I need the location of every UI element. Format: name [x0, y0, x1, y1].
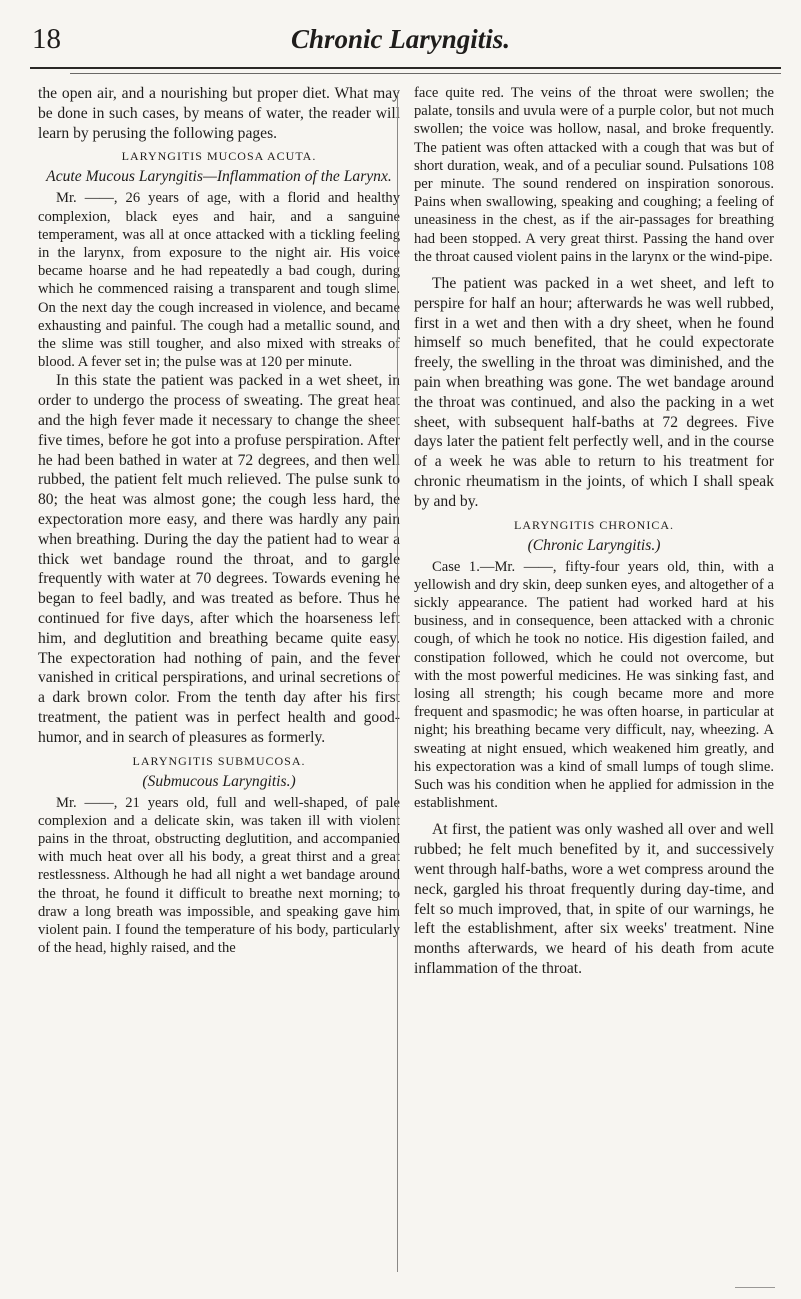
- header-rule: [30, 67, 781, 69]
- paragraph: the open air, and a nourishing but proper diet. What may be done in such cases, by means of water, the reader will learn by perusing the following pages.: [38, 85, 400, 142]
- page-number: 18: [32, 23, 61, 55]
- right-column: [414, 84, 774, 979]
- paragraph: In this state the patient was packed in a wet sheet, in order to undergo the process of sweating. The great heat and the high fever made it necessary to change the sheet five times, before he got into a profuse perspiration. After he had been bathed in water at 72 degrees, and then well rubbed, the patient felt much relieved. The pulse sunk to 80; the heat was almost gone; the cough less hard, the expectoration more easy, and there was hardly any pain when breathing. During the day the patient had to wear a thick wet bandage round the throat, and to gargle frequently with water at 70 degrees. Towards evening he began to feel badly, and was treated as before. Thus he continued for five days, after which the hoarseness left him, and deglutition and breathing became quite easy. The expectoration had nothing of pain, and the fever vanished in critical perspirations, and urinal secretions of a dark brown color. From the tenth day after his first treatment, the patient was in perfect health and good-humor, and in search of pleasures as formerly.: [38, 372, 400, 746]
- section-subheading: Acute Mucous Laryngitis—Inflammation of the Larynx.: [46, 168, 392, 186]
- section-heading: LARYNGITIS MUCOSA ACUTA.: [121, 149, 317, 164]
- footer-rule: [735, 1287, 775, 1288]
- section-subheading: (Submucous Laryngitis.): [142, 772, 296, 790]
- paragraph: Case 1.—Mr. ——, fifty-four years old, thin, with a yellowish and dry skin, deep sunken eyes, and altogether of a sickly appearance. The patient had worked hard at his business, and in consequence, been attacked with a chronic cough, of which he took no notice. His digestion failed, and constipation followed, which he could not overcome, but with the most powerful medicines. He was sinking fast, and losing all strength; his cough became more and more frequent and spasmodic; he was often hoarse, in particular at night; his breathing became very difficult, nay, wheezing. A sweating at night ensued, which weakened him greatly, and his expectoration was a kind of small lumps of tough slime. Such was his condition when he applied for admission in the establishment.: [414, 558, 774, 812]
- section-heading: LARYNGITIS CHRONICA.: [513, 517, 674, 532]
- page-header: [30, 18, 771, 68]
- paragraph: face quite red. The veins of the throat were swollen; the palate, tonsils and uvula were of a purple color, but not much swollen; the voice was hollow, nasal, and broke frequently. The patient was often attacked with a cough that was but of short duration, weak, and of a peculiar sound. Pulsations 108 per minute. The sound rendered on inspiration sonorous. Pains when swallowing, speaking and coughing; a feeling of uneasiness in the chest, as if the air-passages for breathing had been stopped. A very great thirst. Passing the hand over the throat caused violent pains in the larynx or the wind-pipe.: [414, 85, 774, 265]
- paragraph: Mr. ——, 26 years of age, with a florid and healthy complexion, black eyes and hair, and a sanguine temperament, was all at once attacked with a tickling feeling in the larynx, from exposure to the night air. His voice became hoarse and he had repeatedly a bad cough, during which he commenced raising a transparent and tough slime. On the next day the cough increased in violence, and became exhausting and painful. The cough had a metallic sound, and the slime was still tougher, and also mixed with streaks of blood. A fever set in; the pulse was at 120 per minute.: [38, 190, 400, 371]
- running-title: Chronic Laryngitis.: [290, 24, 511, 54]
- paragraph: Mr. ——, 21 years old, full and well-shaped, of pale complexion and a delicate skin, was taken ill with violent pains in the throat, obstructing deglutition, and accompanied with much heat over all his body, a great thirst and a great restlessness. Although he had all night a wet bandage around the throat, he found it difficult to breathe next morning; to draw a long breath was impossible, and speaking gave him violent pain. I found the temperature of his body, particularly of the head, highly raised, and the: [38, 794, 400, 957]
- column-divider: [397, 92, 398, 1272]
- section-heading: LARYNGITIS SUBMUCOSA.: [132, 753, 306, 768]
- paragraph: The patient was packed in a wet sheet, and left to perspire for half an hour; afterwards he was well rubbed, first in a wet and then with a dry sheet, when he found himself so much benefited, that he could expectorate freely, the swelling in the throat was diminished, and the pain when breathing was gone. The wet bandage around the throat was continued, and also the packing in a wet sheet, with subsequent half-baths at 72 degrees. Five days later the patient felt perfectly well, and in the course of a week he was able to return to his treatment for chronic rheumatism in the joints, of which I shall speak by and by.: [414, 275, 774, 510]
- left-column: [38, 84, 400, 957]
- header-rule-secondary: [70, 73, 781, 74]
- section-subheading: (Chronic Laryngitis.): [527, 536, 661, 554]
- paragraph: At first, the patient was only washed all over and well rubbed; he felt much benefited by it, and successively went through half-baths, wore a wet compress around the neck, gargled his throat frequently during day-time, and felt so much improved, that, in spite of our warnings, he left the establishment, after six weeks' treatment. Nine months afterwards, we heard of his death from acute inflammation of the throat.: [414, 821, 774, 978]
